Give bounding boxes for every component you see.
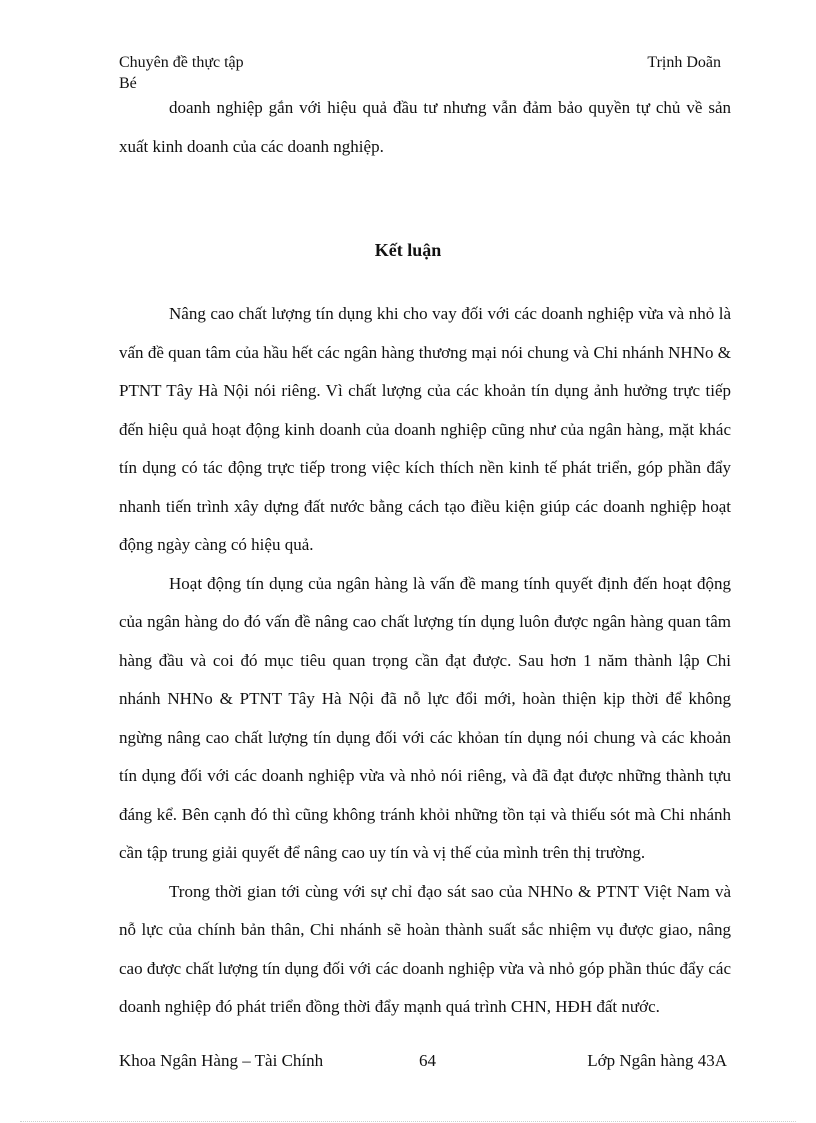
continuation-block [119,89,731,166]
conclusion-paragraph-2: Hoạt động tín dụng của ngân hàng là vấn đề mang tính quyết định đến hoạt động của ngân hàng do đó vấn đề nâng cao chất lượng tín dụng luôn được ngân hàng quan tâm hàng đầu và coi đó mục tiêu quan trọng cần đạt được. Sau hơn 1 năm thành lập Chi nhánh NHNo & PTNT Tây Hà Nội đã nỗ lực đổi mới, hoàn thiện kịp thời để không ngừng nâng cao chất lượng tín dụng đối với các khỏan tín dụng nói chung và các khoản tín dụng đối với các doanh nghiệp vừa và nhỏ nói riêng, và đã đạt được những thành tựu đáng kể. Bên cạnh đó thì cũng không tránh khỏi những tồn tại và thiếu sót mà Chi nhánh cần tập trung giải quyết để nâng cao uy tín và vị thế của mình trên thị trường. [119,573,731,862]
header-left-text: Chuyên đề thực tập [119,54,244,71]
page-number: 64 [419,1051,436,1070]
continuation-paragraph: doanh nghiệp gắn với hiệu quả đầu tư nhưng vẫn đảm bảo quyền tự chủ về sản xuất kinh doanh của các doanh nghiệp. [119,98,731,156]
conclusion-paragraph-1: Nâng cao chất lượng tín dụng khi cho vay đối với các doanh nghiệp vừa và nhỏ là vấn đề quan tâm của hầu hết các ngân hàng thương mại nói chung và Chi nhánh NHNo & PTNT Tây Hà Nội nói riêng. Vì chất lượng của các khoản tín dụng ảnh hưởng trực tiếp đến hiệu quả hoạt động kinh doanh của doanh nghiệp cũng như của ngân hàng, mặt khác tín dụng có tác động trực tiếp trong việc kích thích nền kinh tế phát triển, góp phần đẩy nhanh tiến trình xây dựng đất nước bằng cách tạo điều kiện giúp các doanh nghiệp hoạt động ngày càng có hiệu quả. [119,304,731,554]
page-bottom-divider [20,1121,796,1122]
header-left-continuation: Bé [119,75,137,92]
section-title: Kết luận [374,240,442,260]
conclusion-body [119,295,731,1027]
footer-right-text: Lớp Ngân hàng 43A [587,1051,727,1070]
header-right-text: Trịnh Doãn [647,54,721,71]
page-header [119,52,721,94]
conclusion-paragraph-3: Trong thời gian tới cùng với sự chỉ đạo sát sao của NHNo & PTNT Việt Nam và nỗ lực của chính bản thân, Chi nhánh sẽ hoàn thành suất sắc nhiệm vụ được giao, nâng cao được chất lượng tín dụng đối với các doanh nghiệp vừa và nhỏ góp phần thúc đẩy các doanh nghiệp đó phát triển đồng thời đẩy mạnh quá trình CHN, HĐH đất nước. [119,881,731,1016]
footer-left-text: Khoa Ngân Hàng – Tài Chính [119,1051,324,1070]
